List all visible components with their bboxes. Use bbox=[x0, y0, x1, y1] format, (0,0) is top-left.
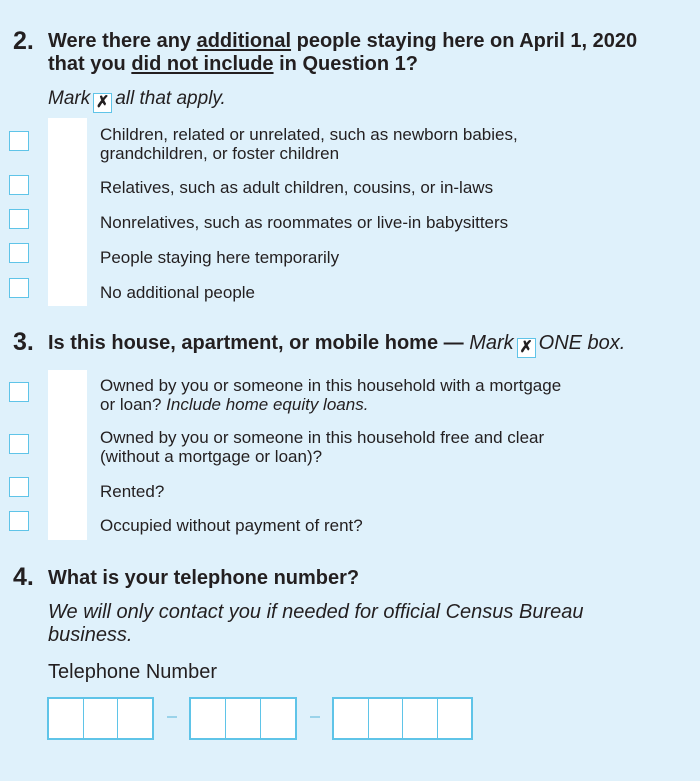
digit-box[interactable] bbox=[403, 699, 438, 738]
digit-box[interactable] bbox=[226, 699, 261, 738]
question-text: What is your telephone number? bbox=[48, 567, 360, 589]
checkbox[interactable] bbox=[9, 434, 29, 454]
checkbox[interactable] bbox=[9, 175, 29, 195]
checkbox[interactable] bbox=[9, 131, 29, 151]
checkbox[interactable] bbox=[9, 511, 29, 531]
digit-box[interactable] bbox=[261, 699, 295, 738]
digit-box[interactable] bbox=[369, 699, 404, 738]
digit-box[interactable] bbox=[438, 699, 472, 738]
option-label: People staying here temporarily bbox=[100, 248, 340, 267]
digit-box[interactable] bbox=[84, 699, 119, 738]
option-label: Nonrelatives, such as roommates or live-in babysitters bbox=[100, 213, 509, 232]
area-code-input[interactable] bbox=[47, 697, 154, 740]
checkbox[interactable] bbox=[9, 209, 29, 229]
option-label: Rented? bbox=[100, 482, 165, 501]
dash-separator bbox=[167, 716, 177, 718]
digit-box[interactable] bbox=[49, 699, 84, 738]
contact-note: We will only contact you if needed for official Census Bureau business. bbox=[48, 601, 584, 646]
checkbox[interactable] bbox=[9, 278, 29, 298]
question-number: 4. bbox=[13, 563, 34, 591]
option-label: Occupied without payment of rent? bbox=[100, 516, 363, 535]
x-mark-icon: ✗ bbox=[517, 338, 536, 358]
dash-separator bbox=[310, 716, 320, 718]
mark-instruction: Mark ✗ all that apply. bbox=[48, 88, 226, 111]
line-number-input[interactable] bbox=[332, 697, 473, 740]
digit-box[interactable] bbox=[191, 699, 226, 738]
option-label: No additional people bbox=[100, 283, 256, 302]
question-number: 3. bbox=[13, 328, 34, 356]
question-text: Were there any additional people staying here on April 1, 2020 that you did not include in Question 1? bbox=[48, 30, 638, 75]
checkbox[interactable] bbox=[9, 382, 29, 402]
x-mark-icon: ✗ bbox=[93, 93, 112, 113]
question-text: Is this house, apartment, or mobile home — Mark ✗ ONE box. bbox=[48, 332, 626, 356]
option-label: Relatives, such as adult children, cousins, or in-laws bbox=[100, 178, 494, 197]
option-label: Owned by you or someone in this household free and clear (without a mortgage or loan)? bbox=[100, 428, 545, 466]
prefix-input[interactable] bbox=[189, 697, 297, 740]
checkbox-column bbox=[48, 118, 87, 306]
checkbox[interactable] bbox=[9, 243, 29, 263]
option-label: Children, related or unrelated, such as newborn babies, grandchildren, or foster children bbox=[100, 125, 518, 163]
checkbox-column bbox=[48, 370, 87, 540]
digit-box[interactable] bbox=[118, 699, 152, 738]
question-number: 2. bbox=[13, 27, 34, 55]
checkbox[interactable] bbox=[9, 477, 29, 497]
option-label: Owned by you or someone in this household with a mortgage or loan? Include home equity loans. bbox=[100, 376, 562, 414]
telephone-label: Telephone Number bbox=[48, 661, 217, 683]
digit-box[interactable] bbox=[334, 699, 369, 738]
